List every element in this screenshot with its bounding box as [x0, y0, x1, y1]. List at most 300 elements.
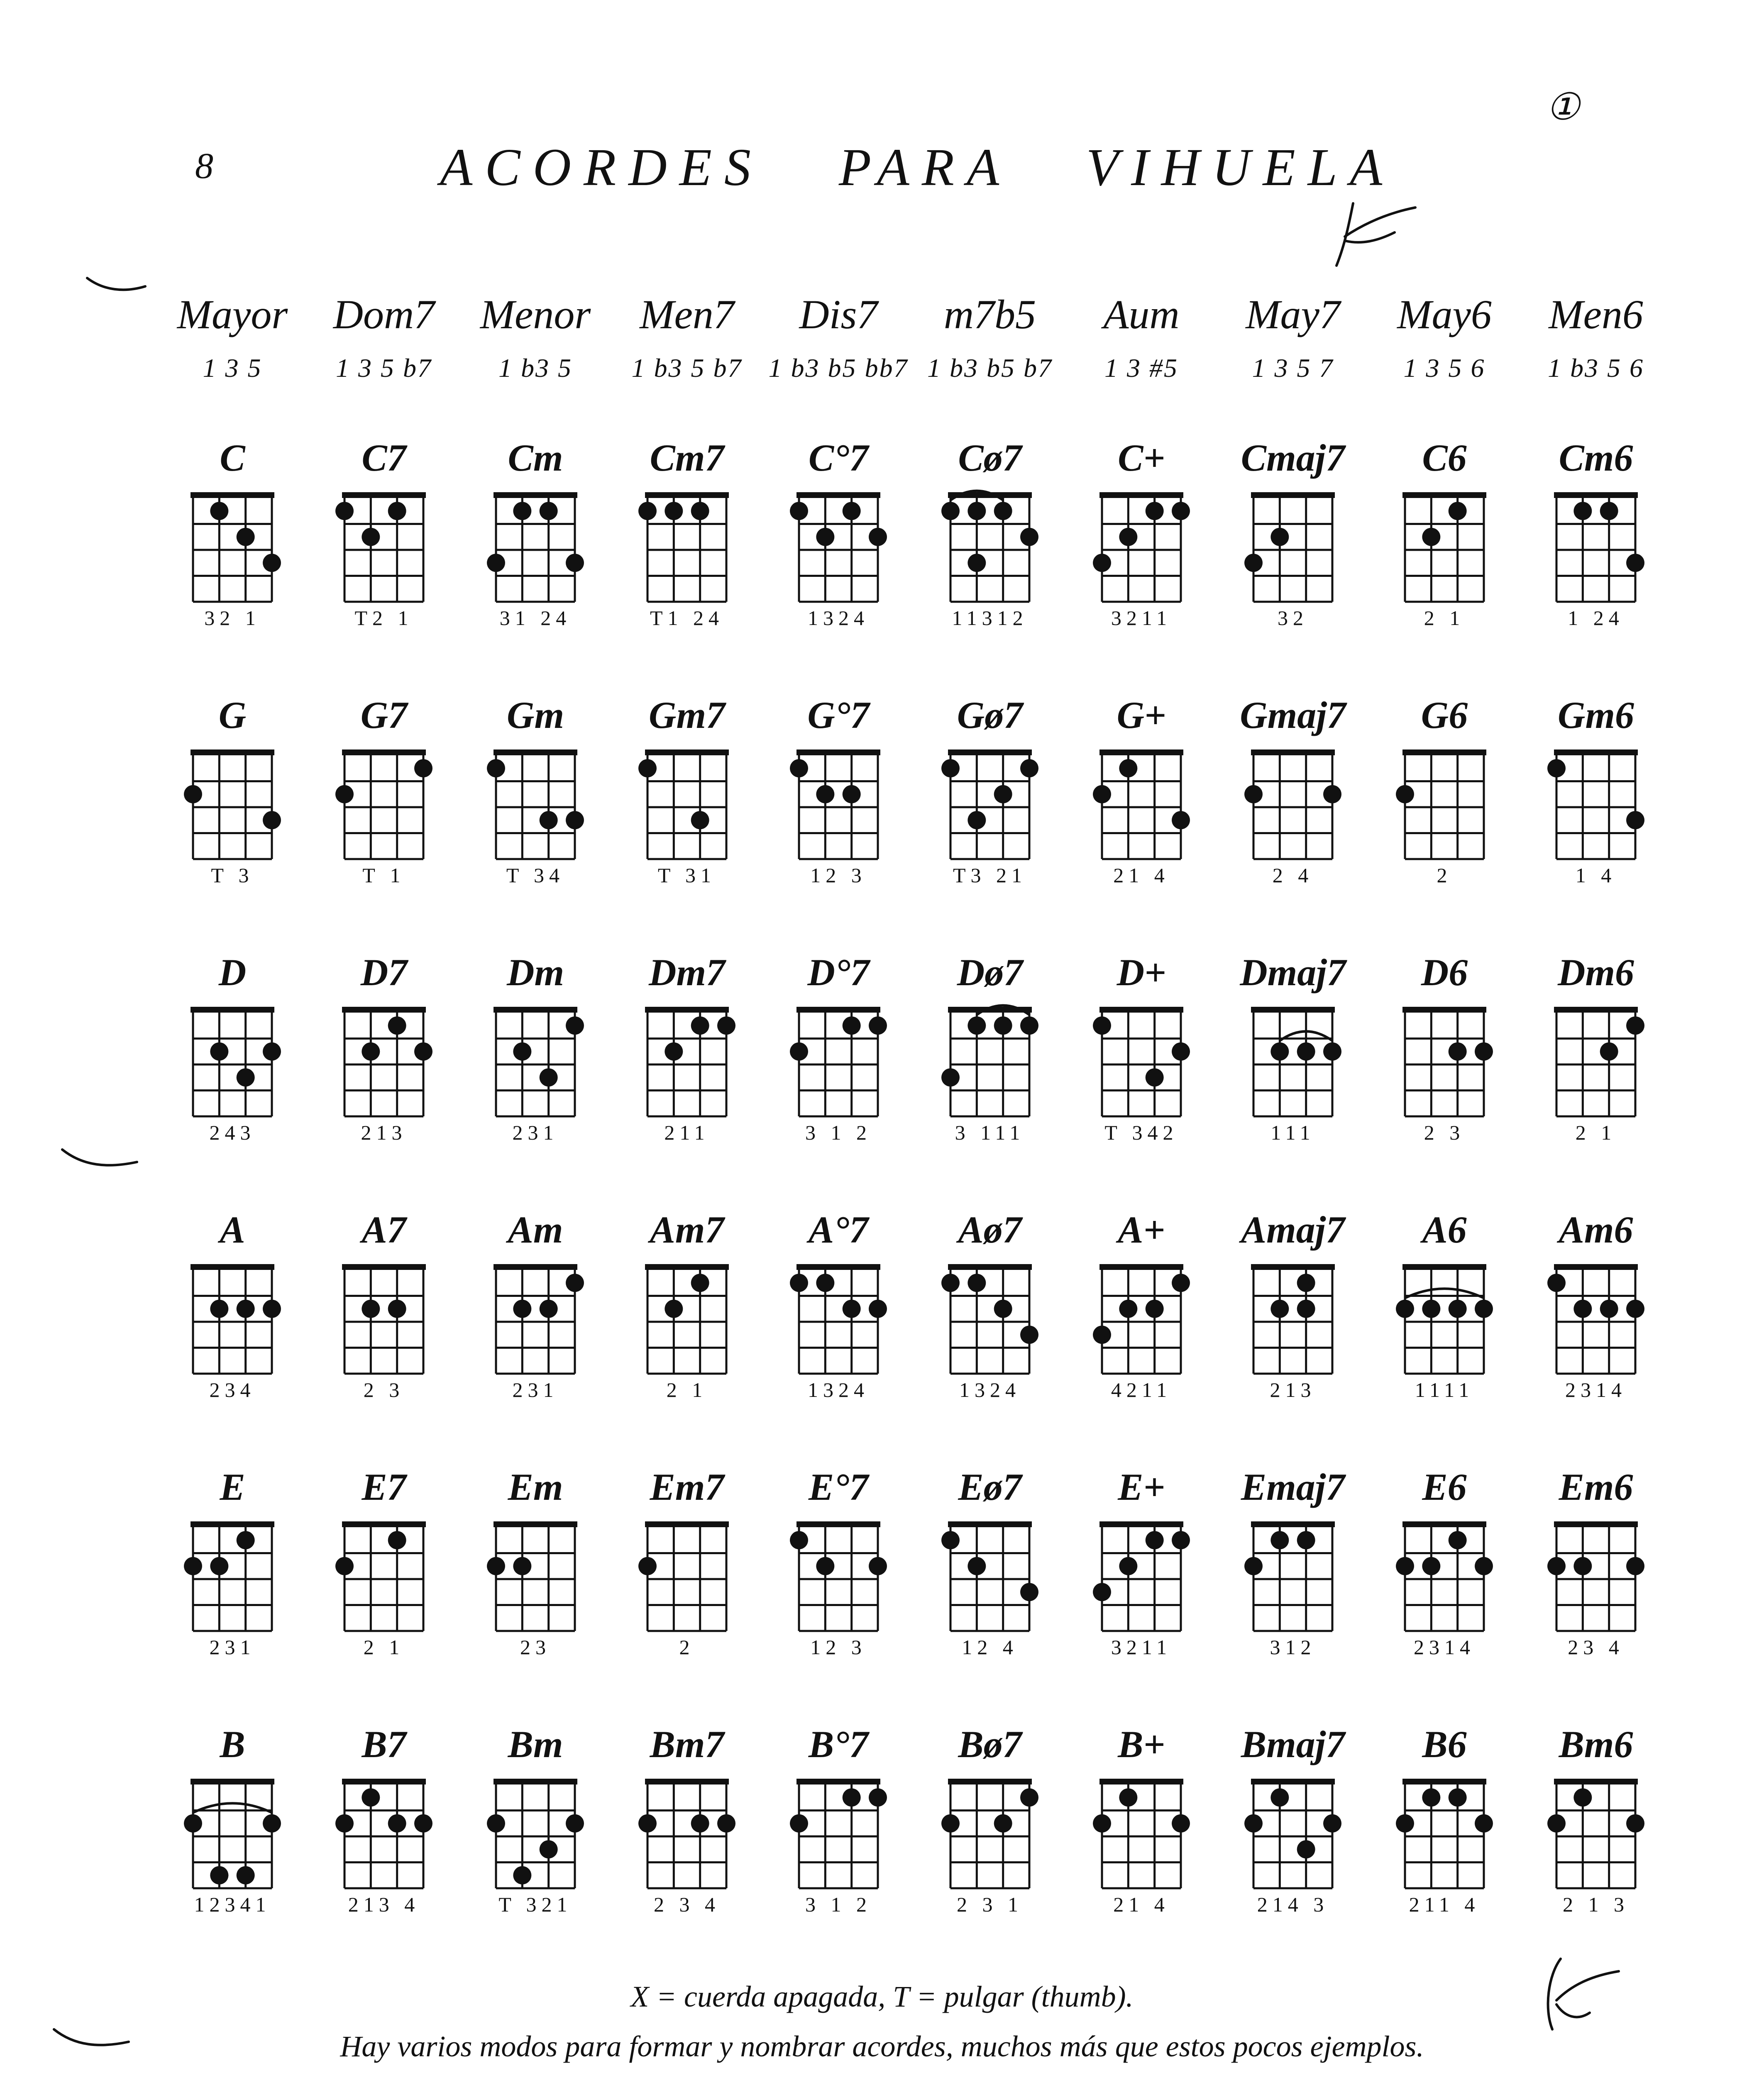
chord-diagram	[934, 481, 1046, 610]
finger-dot	[790, 1814, 808, 1833]
chord-diagram	[1237, 1511, 1349, 1639]
finger-numbers: 231	[512, 1378, 559, 1401]
nut-bar	[796, 1007, 880, 1013]
finger-dot	[1422, 528, 1440, 546]
chord-name: Bø7	[958, 1723, 1022, 1765]
chord-diagram	[1085, 1768, 1197, 1897]
finger-dot	[638, 759, 657, 777]
finger-dot	[1020, 1583, 1038, 1601]
chord-diagram	[1237, 739, 1349, 867]
chord-diagram	[934, 996, 1046, 1125]
finger-dot	[1573, 1300, 1592, 1318]
finger-dot	[1547, 1274, 1566, 1292]
chord-diagram	[1085, 481, 1197, 610]
chord-name: Gm	[507, 694, 564, 736]
finger-dot	[263, 1042, 281, 1061]
column-header-name: Mayor	[177, 291, 288, 337]
finger-dot	[790, 1042, 808, 1061]
nut-bar	[191, 749, 274, 755]
finger-numbers: 211 4	[1409, 1893, 1480, 1916]
chord-name: Cm	[508, 437, 563, 479]
finger-numbers: 23 4	[1568, 1636, 1624, 1659]
finger-dot	[335, 785, 354, 803]
legend-text: X = cuerda apagada, T = pulgar (thumb).	[630, 1980, 1134, 2013]
finger-dot	[362, 528, 380, 546]
punch-hole-mark-icon	[83, 274, 149, 299]
finger-numbers: 4211	[1111, 1378, 1172, 1401]
nut-bar	[645, 492, 729, 498]
chord-diagram	[1540, 1253, 1652, 1382]
nut-bar	[948, 1264, 1032, 1270]
finger-dot	[816, 1557, 834, 1575]
finger-dot	[869, 1788, 887, 1806]
finger-dot	[1396, 785, 1414, 803]
chord-name: Dø7	[957, 951, 1023, 994]
chord-diagram	[782, 1253, 894, 1382]
finger-dot	[1093, 1814, 1111, 1833]
nut-bar	[494, 1779, 577, 1784]
nut-bar	[494, 492, 577, 498]
finger-dot	[1449, 1788, 1467, 1806]
finger-dot	[1449, 1300, 1467, 1318]
finger-dot	[1020, 528, 1038, 546]
finger-numbers: 213	[1270, 1378, 1316, 1401]
finger-numbers: 23	[520, 1636, 551, 1659]
finger-dot	[1270, 528, 1289, 546]
finger-dot	[1244, 785, 1263, 803]
finger-dot	[263, 1300, 281, 1318]
finger-numbers: T 321	[498, 1893, 572, 1916]
chord-name: A7	[362, 1208, 406, 1251]
chord-diagram	[782, 1511, 894, 1639]
finger-dot	[717, 1814, 735, 1833]
chord-diagram	[328, 481, 440, 610]
chord-name: D+	[1117, 951, 1166, 994]
chord-name: C6	[1422, 437, 1467, 479]
chord-name: Bmaj7	[1241, 1723, 1345, 1765]
finger-dot	[184, 785, 202, 803]
chord-diagram	[782, 1768, 894, 1897]
finger-dot	[816, 528, 834, 546]
finger-dot	[513, 1557, 531, 1575]
finger-dot	[1270, 1788, 1289, 1806]
chord-diagram	[782, 739, 894, 867]
handwritten-checkmark-icon	[1320, 195, 1420, 278]
nut-bar	[494, 1521, 577, 1527]
nut-bar	[1099, 1779, 1183, 1784]
finger-dot	[1547, 1814, 1566, 1833]
finger-dot	[414, 1042, 432, 1061]
finger-dot	[869, 1300, 887, 1318]
finger-dot	[1626, 1557, 1644, 1575]
nut-bar	[796, 492, 880, 498]
finger-numbers: 2314	[1565, 1378, 1627, 1401]
finger-numbers: 32	[1278, 606, 1308, 630]
chord-diagram	[631, 996, 743, 1125]
page-number: 8	[195, 146, 213, 186]
finger-dot	[1547, 759, 1566, 777]
chord-name: C+	[1118, 437, 1165, 479]
punch-hole-mark-icon	[58, 1145, 141, 1174]
finger-dot	[1475, 1557, 1493, 1575]
finger-dot	[968, 554, 986, 572]
chord-diagram	[1540, 1768, 1652, 1897]
chord-name: Em	[508, 1466, 563, 1508]
chord-diagram	[176, 481, 288, 610]
finger-dot	[513, 1042, 531, 1061]
finger-numbers: T1 24	[650, 606, 724, 630]
finger-dot	[1119, 528, 1137, 546]
finger-dot	[335, 1557, 354, 1575]
chord-diagram	[934, 1511, 1046, 1639]
chord-diagram	[479, 1253, 591, 1382]
chord-diagram	[1237, 996, 1349, 1125]
finger-numbers: 12 4	[962, 1636, 1018, 1659]
chord-diagram	[328, 996, 440, 1125]
chord-name: C7	[362, 437, 406, 479]
finger-numbers: T 34	[506, 864, 565, 887]
finger-dot	[210, 1042, 228, 1061]
chord-name: B6	[1422, 1723, 1467, 1765]
page-title: ACORDES PARA VIHUELA	[440, 138, 1395, 197]
column-header-name: Dom7	[333, 291, 435, 337]
chord-name: Dm	[507, 951, 564, 994]
finger-dot	[1396, 1300, 1414, 1318]
chord-name: A°7	[808, 1208, 869, 1251]
chord-diagram	[1540, 739, 1652, 867]
chord-diagram	[1237, 1768, 1349, 1897]
finger-numbers: 2 1	[1575, 1121, 1617, 1144]
chord-name: G	[218, 694, 247, 736]
finger-dot	[1020, 1326, 1038, 1344]
chord-diagram	[1237, 481, 1349, 610]
column-header-name: Menor	[480, 291, 591, 337]
finger-dot	[1146, 1531, 1164, 1549]
finger-dot	[487, 554, 505, 572]
finger-numbers: 2	[1437, 864, 1452, 887]
finger-dot	[414, 1814, 432, 1833]
finger-dot	[1626, 1016, 1644, 1035]
nut-bar	[1251, 749, 1335, 755]
finger-dot	[1244, 554, 1263, 572]
finger-dot	[1172, 1042, 1190, 1061]
chord-diagram	[631, 1511, 743, 1639]
finger-numbers: 12341	[194, 1893, 271, 1916]
finger-numbers: 3211	[1111, 1636, 1172, 1659]
finger-dot	[1119, 1300, 1137, 1318]
nut-bar	[494, 1007, 577, 1013]
finger-dot	[335, 1814, 354, 1833]
finger-numbers: 2 1	[1424, 606, 1465, 630]
finger-dot	[1626, 554, 1644, 572]
finger-numbers: 3 1 2	[805, 1893, 872, 1916]
chord-name: C	[220, 437, 245, 479]
finger-dot	[184, 1557, 202, 1575]
finger-dot	[968, 1016, 986, 1035]
finger-numbers: T2 1	[354, 606, 413, 630]
finger-numbers: 12 3	[810, 1636, 867, 1659]
chord-name: Dmaj7	[1240, 951, 1346, 994]
finger-dot	[1573, 502, 1592, 520]
finger-dot	[1475, 1042, 1493, 1061]
chord-diagram	[176, 1253, 288, 1382]
finger-dot	[994, 1814, 1012, 1833]
finger-dot	[1093, 1326, 1111, 1344]
finger-dot	[362, 1788, 380, 1806]
nut-bar	[1099, 492, 1183, 498]
finger-dot	[237, 1068, 255, 1086]
chord-name: E	[220, 1466, 245, 1508]
finger-dot	[816, 785, 834, 803]
finger-dot	[1600, 1042, 1618, 1061]
finger-dot	[1146, 1300, 1164, 1318]
chord-name: Amaj7	[1241, 1208, 1345, 1251]
column-header-formula: 1 b3 5	[498, 353, 572, 383]
finger-dot	[843, 502, 861, 520]
finger-dot	[869, 528, 887, 546]
finger-dot	[1093, 554, 1111, 572]
chord-diagram	[1388, 481, 1500, 610]
finger-numbers: 243	[209, 1121, 256, 1144]
finger-dot	[184, 1814, 202, 1833]
finger-dot	[665, 1042, 683, 1061]
finger-numbers: 2 3 1	[957, 1893, 1023, 1916]
finger-numbers: 213 4	[348, 1893, 420, 1916]
chord-name: Am6	[1559, 1208, 1633, 1251]
chord-diagram	[1388, 1511, 1500, 1639]
chord-name: Emaj7	[1241, 1466, 1345, 1508]
chord-name: A6	[1422, 1208, 1467, 1251]
chord-diagram	[631, 481, 743, 610]
finger-dot	[1270, 1300, 1289, 1318]
finger-dot	[1297, 1300, 1315, 1318]
finger-dot	[1449, 502, 1467, 520]
finger-dot	[1119, 1557, 1137, 1575]
finger-numbers: 2 3	[363, 1378, 405, 1401]
finger-numbers: 2 4	[1272, 864, 1314, 887]
finger-numbers: 213	[361, 1121, 407, 1144]
finger-dot	[566, 1274, 584, 1292]
chord-name: D6	[1421, 951, 1468, 994]
finger-dot	[414, 759, 432, 777]
finger-dot	[1093, 1583, 1111, 1601]
finger-dot	[1119, 759, 1137, 777]
finger-numbers: 21 4	[1113, 864, 1170, 887]
nut-bar	[796, 749, 880, 755]
finger-dot	[210, 1300, 228, 1318]
finger-numbers: 3211	[1111, 606, 1172, 630]
note-text: Hay varios modos para formar y nombrar acordes, muchos más que estos pocos ejemplos.	[340, 2030, 1424, 2063]
chord-name: Dm6	[1558, 951, 1634, 994]
column-header-name: Men7	[640, 291, 734, 337]
finger-dot	[1172, 811, 1190, 829]
chord-diagram	[1540, 996, 1652, 1125]
chord-name: Gmaj7	[1240, 694, 1346, 736]
finger-dot	[566, 811, 584, 829]
nut-bar	[1402, 492, 1486, 498]
finger-dot	[1475, 1300, 1493, 1318]
finger-dot	[566, 1814, 584, 1833]
nut-bar	[948, 749, 1032, 755]
finger-numbers: 2 1 3	[1563, 1893, 1629, 1916]
finger-dot	[994, 1016, 1012, 1035]
finger-dot	[1297, 1531, 1315, 1549]
finger-dot	[566, 554, 584, 572]
nut-bar	[1554, 1264, 1638, 1270]
finger-dot	[210, 1866, 228, 1885]
chord-name: Cm7	[650, 437, 724, 479]
column-header-name: May7	[1246, 291, 1340, 337]
finger-dot	[388, 1814, 406, 1833]
finger-dot	[1093, 1016, 1111, 1035]
finger-dot	[540, 1068, 558, 1086]
finger-dot	[1172, 1531, 1190, 1549]
finger-dot	[941, 1274, 960, 1292]
nut-bar	[796, 1779, 880, 1784]
punch-hole-mark-icon	[50, 2025, 133, 2054]
finger-dot	[1172, 1274, 1190, 1292]
finger-dot	[1600, 502, 1618, 520]
finger-dot	[994, 502, 1012, 520]
finger-dot	[1093, 785, 1111, 803]
finger-numbers: 2 3 4	[654, 1893, 720, 1916]
nut-bar	[1554, 749, 1638, 755]
chord-name: B+	[1118, 1723, 1165, 1765]
chord-diagram	[479, 1511, 591, 1639]
chord-name: Eø7	[958, 1466, 1022, 1508]
column-header-formula: 1 3 #5	[1104, 353, 1178, 383]
finger-dot	[540, 811, 558, 829]
finger-dot	[1626, 1814, 1644, 1833]
chord-diagram	[328, 1768, 440, 1897]
chord-name: Am7	[650, 1208, 724, 1251]
finger-dot	[1270, 1042, 1289, 1061]
finger-dot	[790, 759, 808, 777]
chord-name: C°7	[808, 437, 869, 479]
finger-dot	[1270, 1531, 1289, 1549]
finger-numbers: 3 1 2	[805, 1121, 872, 1144]
finger-dot	[691, 1016, 709, 1035]
finger-numbers: 1324	[808, 1378, 869, 1401]
finger-dot	[941, 1531, 960, 1549]
finger-numbers: 231	[209, 1636, 256, 1659]
nut-bar	[191, 1007, 274, 1013]
finger-dot	[638, 502, 657, 520]
chord-diagram	[1388, 739, 1500, 867]
chord-name: Bm7	[650, 1723, 724, 1765]
nut-bar	[342, 1521, 426, 1527]
finger-dot	[1396, 1814, 1414, 1833]
finger-dot	[638, 1557, 657, 1575]
finger-numbers: 1 24	[1568, 606, 1624, 630]
finger-numbers: 3 111	[955, 1121, 1025, 1144]
finger-dot	[513, 1300, 531, 1318]
chord-diagram	[328, 1253, 440, 1382]
chord-name: Bm6	[1559, 1723, 1633, 1765]
finger-numbers: 2 1	[363, 1636, 405, 1659]
nut-bar	[645, 1521, 729, 1527]
chord-diagram	[479, 481, 591, 610]
finger-dot	[1600, 1300, 1618, 1318]
finger-dot	[1449, 1042, 1467, 1061]
finger-dot	[1297, 1274, 1315, 1292]
finger-dot	[1449, 1531, 1467, 1549]
column-header-name: Men6	[1549, 291, 1643, 337]
chord-name: D°7	[807, 951, 870, 994]
finger-dot	[210, 1557, 228, 1575]
chord-diagram	[1085, 1253, 1197, 1382]
finger-numbers: 11312	[952, 606, 1028, 630]
nut-bar	[645, 1264, 729, 1270]
finger-dot	[263, 1814, 281, 1833]
nut-bar	[1099, 1007, 1183, 1013]
finger-dot	[1244, 1814, 1263, 1833]
finger-numbers: 312	[1270, 1636, 1316, 1659]
column-header-name: Aum	[1103, 291, 1180, 337]
finger-dot	[843, 1788, 861, 1806]
nut-bar	[1251, 1264, 1335, 1270]
chord-diagram	[1388, 996, 1500, 1125]
finger-dot	[263, 811, 281, 829]
nut-bar	[191, 1521, 274, 1527]
finger-dot	[513, 502, 531, 520]
finger-numbers: 32 1	[204, 606, 261, 630]
finger-dot	[816, 1274, 834, 1292]
chord-name: B	[220, 1723, 245, 1765]
nut-bar	[191, 1264, 274, 1270]
chord-name: Em7	[650, 1466, 724, 1508]
finger-dot	[388, 1531, 406, 1549]
finger-numbers: 1324	[808, 606, 869, 630]
chord-diagram	[1540, 1511, 1652, 1639]
nut-bar	[796, 1264, 880, 1270]
nut-bar	[1099, 749, 1183, 755]
finger-dot	[691, 811, 709, 829]
nut-bar	[1554, 1521, 1638, 1527]
nut-bar	[1402, 1264, 1486, 1270]
column-header-formula: 1 b3 5 b7	[631, 353, 743, 383]
finger-dot	[566, 1016, 584, 1035]
finger-dot	[869, 1016, 887, 1035]
finger-dot	[941, 1068, 960, 1086]
finger-dot	[665, 502, 683, 520]
chord-name: Gm7	[649, 694, 725, 736]
finger-dot	[487, 1557, 505, 1575]
chord-name: B7	[362, 1723, 406, 1765]
finger-dot	[968, 1557, 986, 1575]
finger-numbers: T 1	[362, 864, 406, 887]
finger-dot	[362, 1042, 380, 1061]
column-header-name: m7b5	[943, 291, 1036, 337]
nut-bar	[342, 492, 426, 498]
chord-diagram	[1237, 1253, 1349, 1382]
chord-name: B°7	[808, 1723, 869, 1765]
chord-name: Aø7	[958, 1208, 1022, 1251]
finger-dot	[540, 1300, 558, 1318]
chord-name: G6	[1421, 694, 1468, 736]
finger-numbers: 12 3	[810, 864, 867, 887]
nut-bar	[645, 1007, 729, 1013]
chord-name: Cm6	[1559, 437, 1633, 479]
chord-name: G°7	[807, 694, 870, 736]
finger-dot	[540, 502, 558, 520]
finger-numbers: 234	[209, 1378, 256, 1401]
chord-diagram	[479, 1768, 591, 1897]
finger-dot	[388, 1300, 406, 1318]
nut-bar	[1099, 1264, 1183, 1270]
finger-dot	[1422, 1300, 1440, 1318]
chord-name: Gm6	[1558, 694, 1634, 736]
